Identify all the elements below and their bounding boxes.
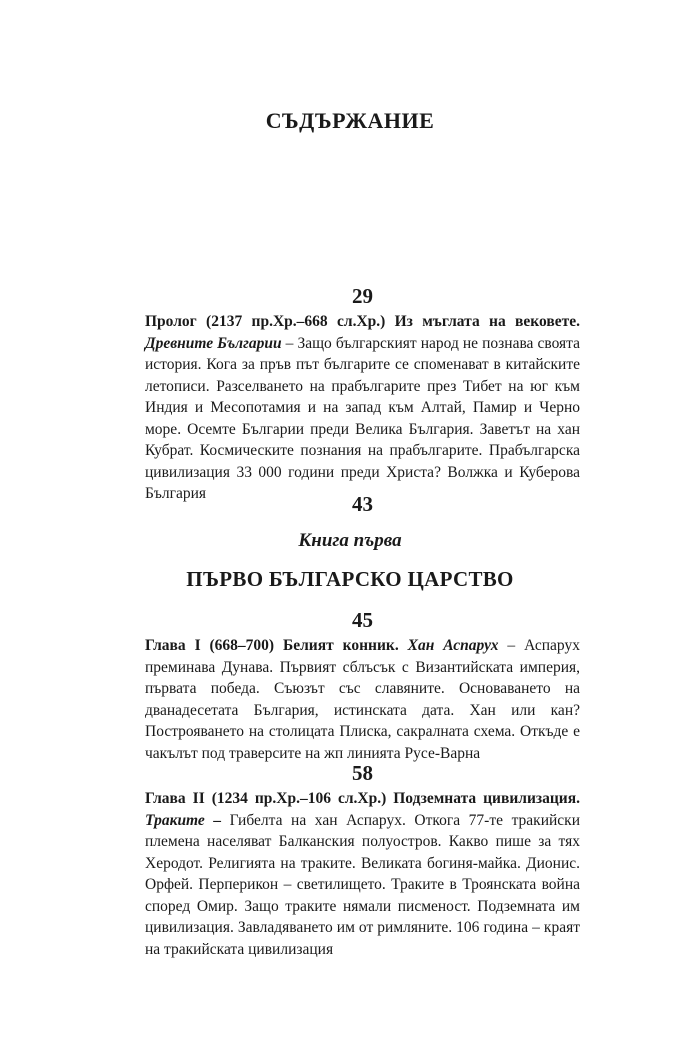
toc-entry-heading: Глава I (668–700) Белият конник.: [145, 637, 399, 654]
toc-entry-subheading: Хан Аспарух: [407, 637, 499, 654]
toc-entry-text: [145, 311, 580, 505]
toc-page-number: 43: [352, 492, 373, 516]
toc-entry-description: – Аспарух преминава Дунава. Първият сблъсък с Византийската империя, първата победа. Съюзът със славяните. Основаването на дванадесетата България, истинската дата. Хан или кан? Построяването на столицата Плиска, сакралната схема. Откъде е чакълът под траверсите на жп линията Русе-Варна: [145, 637, 580, 762]
toc-entry-subheading: Древните Българии: [145, 334, 282, 352]
page-title: СЪДЪРЖАНИЕ: [265, 108, 435, 133]
toc-entry-text: [145, 788, 580, 960]
toc-page-number: 58: [352, 761, 373, 785]
toc-entry-book-one: [145, 491, 580, 519]
toc-entry-prologue: [145, 283, 580, 505]
section-title: ПЪРВО БЪЛГАРСКО ЦАРСТВО: [186, 567, 514, 591]
toc-entry-heading: Глава II (1234 пр.Хр.–106 сл.Хр.) Подземната цивилизация.: [145, 790, 580, 807]
toc-page-number: 45: [352, 608, 373, 632]
toc-entry-description: Гибелта на хан Аспарух. Откога 77-те тракийски племена населяват Балканския полуостров. Какво пише за тях Херодот. Религията на траките. Великата богиня-майка. Дионис. Орфей. Перперикон – светилището. Траките в Троянската война според Омир. Защо траките нямали писменост. Подземната им цивилизация. Завладяването им от римляните. 106 година – краят на тракийската цивилизация: [145, 811, 580, 958]
toc-entry-text: [145, 635, 580, 764]
book-label: Книга първа: [298, 530, 402, 551]
toc-entry-chapter-1: [145, 607, 580, 764]
toc-entry-description: – Защо българският народ не познава своята история. Кога за пръв път българите се споменават в китайските летописи. Разселването на прабългарите през Тибет на юг към Индия и Месопотамия и на запад към Алтай, Памир и Черно море. Осемте Българии преди Велика България. Заветът на хан Кубрат. Космическите познания на прабългарите. Прабългарска цивилизация 33 000 години преди Христа? Волжка и Куберова България: [145, 334, 581, 502]
toc-page-number: 29: [352, 284, 373, 308]
toc-entry-subheading: Траките –: [145, 811, 222, 829]
toc-entry-chapter-2: [145, 760, 580, 960]
toc-entry-heading: Пролог (2137 пр.Хр.–668 сл.Хр.) Из мъглата на вековете.: [145, 313, 580, 330]
